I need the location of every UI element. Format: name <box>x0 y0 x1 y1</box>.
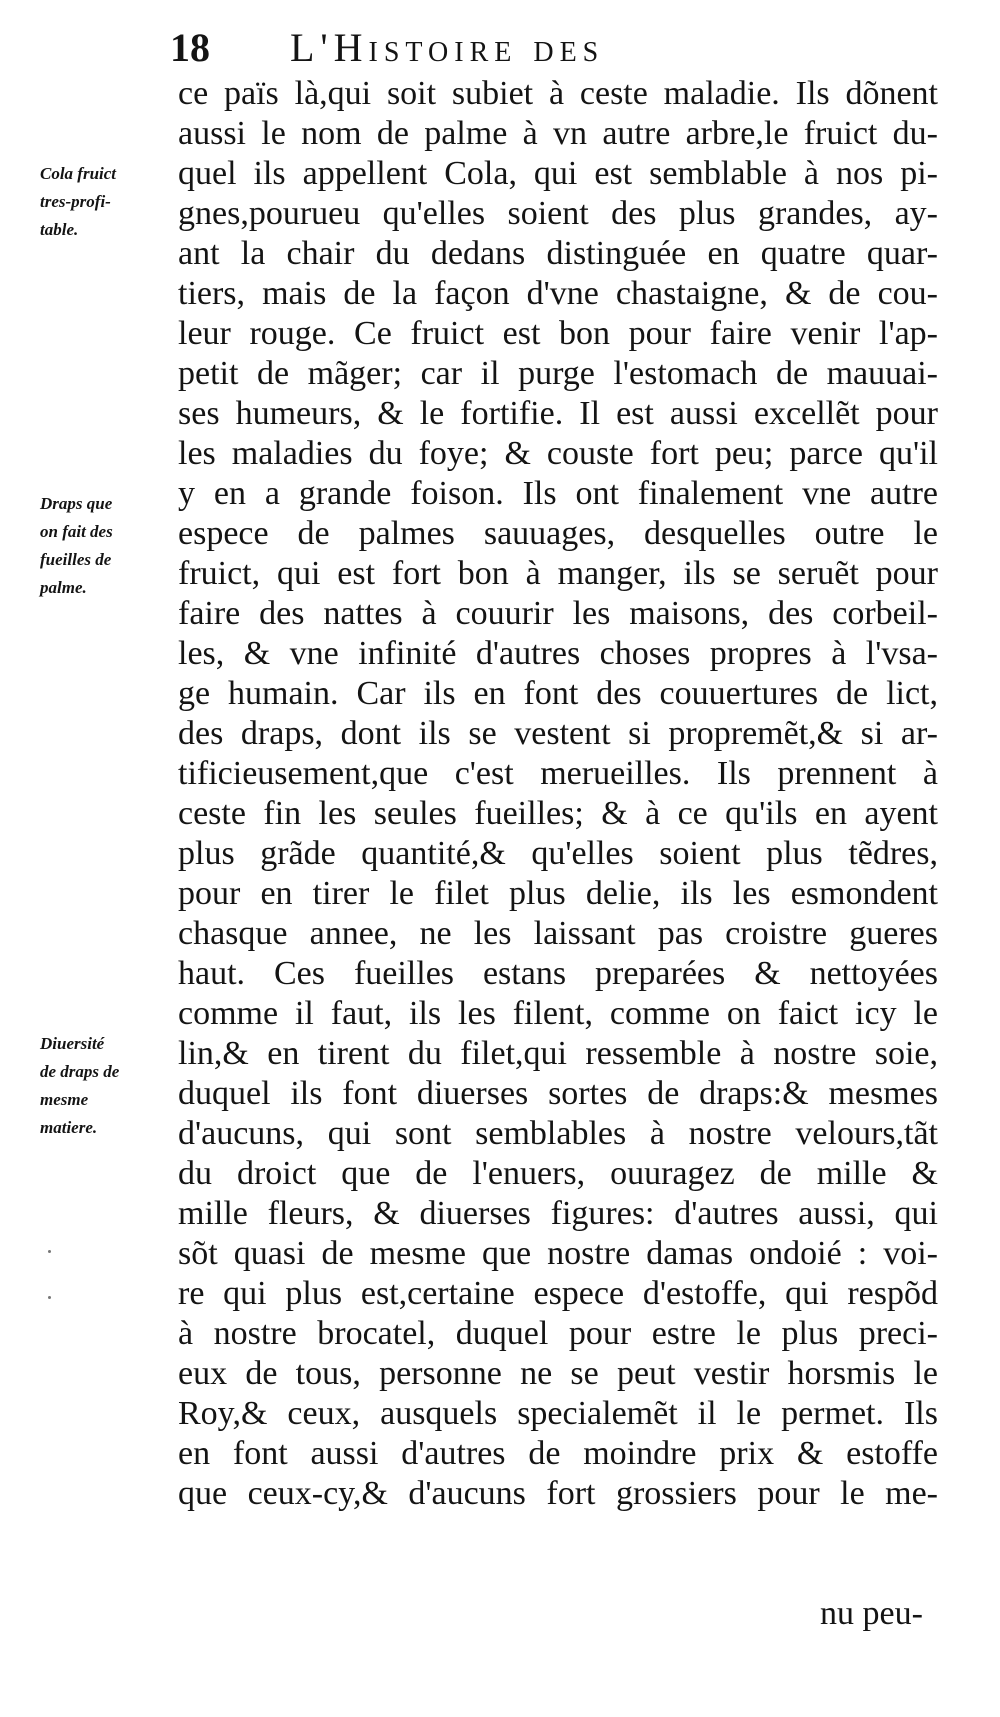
marginal-note-line: Cola fruict <box>40 164 117 183</box>
text-line: Roy,& ceux, ausquels specialemẽt il le permet. Ils <box>178 1395 938 1432</box>
marginal-note-line: matiere. <box>40 1118 98 1137</box>
text-line: haut. Ces fueilles estans preparées & nettoyées <box>178 955 938 992</box>
ink-speck <box>48 1296 51 1299</box>
marginal-note-diuersite <box>40 1030 170 1142</box>
text-line: faire des nattes à couurir les maisons, des corbeil- <box>178 595 938 632</box>
text-line: duquel ils font diuerses sortes de draps:& mesmes <box>178 1075 938 1112</box>
ink-speck <box>48 1250 51 1253</box>
text-line: tificieusement,que c'est merueilles. Ils prennent à <box>178 755 938 792</box>
text-line: les maladies du foye; & couste fort peu; parce qu'il <box>178 435 938 472</box>
marginal-note-line: tres-profi- <box>40 192 111 211</box>
text-line: ceste fin les seules fueilles; & à ce qu'ils en ayent <box>178 795 938 832</box>
text-line: leur rouge. Ce fruict est bon pour faire venir l'ap- <box>178 315 938 352</box>
marginal-note-line: table. <box>40 220 79 239</box>
text-line: espece de palmes sauuages, desquelles outre le <box>178 515 938 552</box>
text-line: eux de tous, personne ne se peut vestir horsmis le <box>178 1355 938 1392</box>
text-line: d'aucuns, qui sont semblables à nostre velours,tãt <box>178 1115 938 1152</box>
text-line: ge humain. Car ils en font des couuertures de lict, <box>178 675 938 712</box>
marginal-note-cola <box>40 160 170 244</box>
text-line: petit de mãger; car il purge l'estomach de mauuai- <box>178 355 938 392</box>
text-line: pour en tirer le filet plus delie, ils les esmondent <box>178 875 938 912</box>
text-line: quel ils appellent Cola, qui est semblable à nos pi- <box>178 155 938 192</box>
marginal-note-draps <box>40 490 170 602</box>
text-line: chasque annee, ne les laissant pas croistre gueres <box>178 915 938 952</box>
text-line: comme il faut, ils les filent, comme on faict icy le <box>178 995 938 1032</box>
running-head <box>170 26 810 70</box>
text-line: à nostre brocatel, duquel pour estre le plus preci- <box>178 1315 938 1352</box>
catchword: nu peu- <box>820 1595 923 1632</box>
running-title: L'Histoire des <box>290 25 605 70</box>
marginal-note-line: mesme <box>40 1090 89 1109</box>
text-line: tiers, mais de la façon d'vne chastaigne, & de cou- <box>178 275 938 312</box>
marginal-note-line: palme. <box>40 578 87 597</box>
marginal-note-line: on fait des <box>40 522 113 541</box>
page-number: 18 <box>170 25 210 70</box>
text-line: lin,& en tirent du filet,qui ressemble à nostre soie, <box>178 1035 938 1072</box>
text-line: gnes,pourueu qu'elles soient des plus grandes, ay- <box>178 195 938 232</box>
text-line: re qui plus est,certaine espece d'estoffe, qui respõd <box>178 1275 938 1312</box>
marginal-note-line: fueilles de <box>40 550 112 569</box>
text-line: les, & vne infinité d'autres choses propres à l'vsa- <box>178 635 938 672</box>
text-line: fruict, qui est fort bon à manger, ils se seruẽt pour <box>178 555 938 592</box>
text-line: y en a grande foison. Ils ont finalement vne autre <box>178 475 938 512</box>
text-line: plus grãde quantité,& qu'elles soient plus tẽdres, <box>178 835 938 872</box>
text-line: que ceux-cy,& d'aucuns fort grossiers pour le me- <box>178 1475 938 1512</box>
text-line: ce païs là,qui soit subiet à ceste maladie. Ils dõnent <box>178 75 938 112</box>
marginal-note-line: Draps que <box>40 494 113 513</box>
text-line: ant la chair du dedans distinguée en quatre quar- <box>178 235 938 272</box>
marginal-note-line: Diuersité <box>40 1034 105 1053</box>
body-text <box>178 74 938 1514</box>
text-line: ses humeurs, & le fortifie. Il est aussi excellẽt pour <box>178 395 938 432</box>
text-line: sõt quasi de mesme que nostre damas ondoié : voi- <box>178 1235 938 1272</box>
marginal-note-line: de draps de <box>40 1062 120 1081</box>
text-line: du droict que de l'enuers, ouuragez de mille & <box>178 1155 938 1192</box>
text-line: aussi le nom de palme à vn autre arbre,le fruict du- <box>178 115 938 152</box>
text-line: mille fleurs, & diuerses figures: d'autres aussi, qui <box>178 1195 938 1232</box>
text-line: des draps, dont ils se vestent si propremẽt,& si ar- <box>178 715 938 752</box>
text-line: en font aussi d'autres de moindre prix & estoffe <box>178 1435 938 1472</box>
